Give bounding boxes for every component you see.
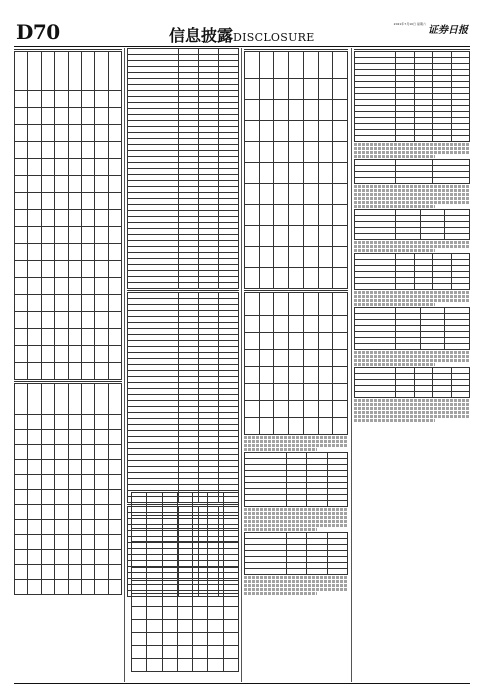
wide-table-2 [14,383,122,595]
date-line: 2021年7月10日 星期六 [393,22,426,26]
panel-title [127,290,239,291]
page-header [14,18,470,46]
financial-table-2 [127,292,239,503]
column-1 [14,48,122,682]
panel-title [244,49,348,50]
section-title-cn: 信息披露 [169,26,234,45]
summary-table [244,452,348,507]
edition-info [394,22,426,27]
footer-rule [14,683,470,684]
column-3 [244,48,348,682]
header-rule [14,46,470,47]
wide-table-1 [14,51,122,380]
summary-table-2 [244,532,348,575]
panel-title [14,381,122,382]
wide-table-3 [244,51,348,289]
panel-title [354,49,470,50]
narrow-table-3 [354,209,470,240]
section-title [169,23,315,46]
masthead-logo: 证券日报 [428,25,468,36]
column-divider [351,48,352,682]
column-divider [241,48,242,682]
panel-title [14,49,122,50]
panel-title [244,290,348,291]
wide-table-4 [244,292,348,435]
section-title-en: DISCLOSURE [233,31,315,44]
column-4 [354,48,470,682]
narrow-table-4 [354,253,470,290]
narrow-table-2 [354,159,470,184]
column-divider [124,48,125,682]
narrow-table-5 [354,307,470,350]
narrow-table-1 [354,51,470,142]
financial-table-1 [127,48,239,289]
page-number: D70 [16,20,60,44]
narrow-table-6 [354,367,470,398]
inset-table [131,492,239,682]
